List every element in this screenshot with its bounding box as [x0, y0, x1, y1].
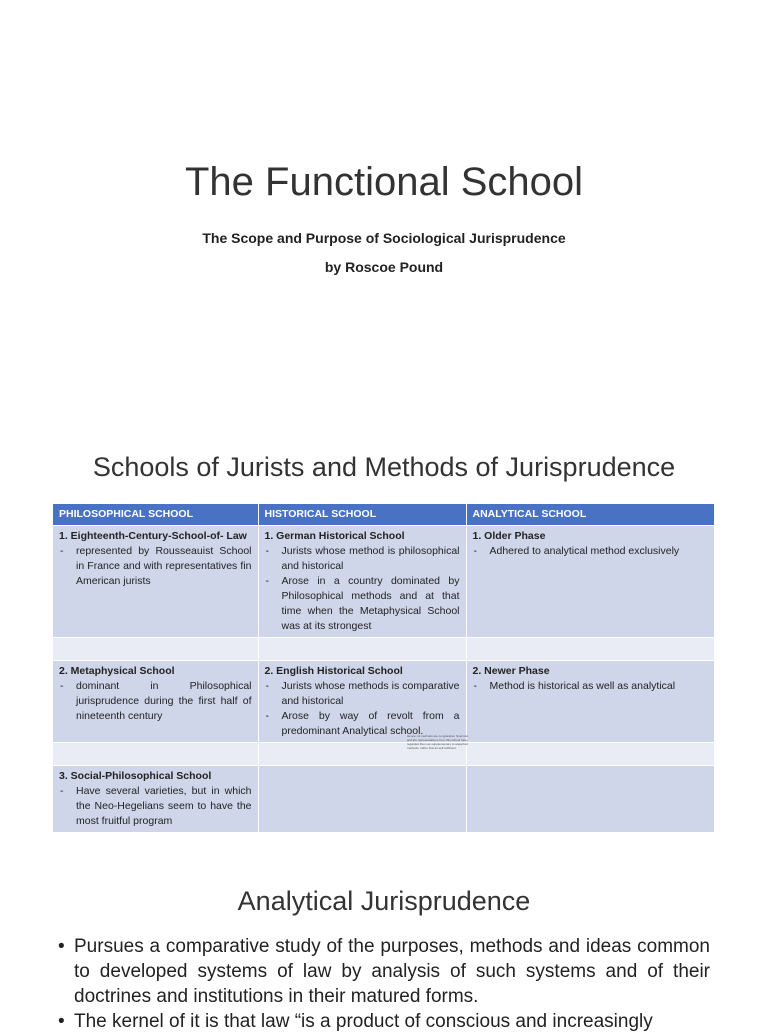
list-item: - Method is historical as well as analytical: [473, 679, 709, 694]
table-cell: [466, 766, 715, 833]
table-row: [53, 526, 715, 638]
table-cell: [53, 526, 258, 638]
list-item: - dominant in Philosophical jurisprudence during the first half of nineteenth century: [59, 679, 252, 724]
school-title: 1. Eighteenth-Century-School-of- Law: [59, 530, 247, 542]
school-title: 2. English Historical School: [264, 665, 403, 677]
header-analytical: ANALYTICAL SCHOOL: [466, 504, 715, 526]
slide-title: The Functional School: [184, 160, 583, 204]
list-item: - Adhered to analytical method exclusively: [473, 544, 709, 559]
table-row: [53, 766, 715, 833]
table-cell: [258, 526, 466, 638]
school-title: 2. Metaphysical School: [59, 665, 175, 677]
table-cell: [466, 526, 715, 638]
slide-author: by Roscoe Pound: [324, 259, 444, 275]
table-cell: [53, 766, 258, 833]
list-item: - Have several varieties, but in which the Neo-Hegelians seem to have the most fruitful program: [59, 784, 252, 829]
bullet-list: [58, 934, 710, 1034]
analytical-slide: [0, 858, 768, 1032]
table-cell: [258, 766, 466, 833]
list-item: - Arose by way of revolt from a predominant Analytical school.: [265, 709, 460, 739]
header-philosophical: PHILOSOPHICAL SCHOOL: [53, 504, 258, 526]
list-item: - represented by Rousseauist School in France and with representatives fin American jurists: [59, 544, 252, 589]
table-cell: [466, 661, 715, 743]
schools-table: [53, 504, 715, 832]
list-item: - Jurists whose methods is comparative and historical: [265, 679, 460, 709]
table-spacer-row: [53, 638, 715, 661]
table-row: [53, 661, 715, 743]
school-title: 1. German Historical School: [264, 530, 405, 542]
header-historical: HISTORICAL SCHOOL: [258, 504, 466, 526]
slide-subtitle: The Scope and Purpose of Sociological Jurisprudence: [202, 230, 566, 246]
school-title: 2. Newer Phase: [472, 665, 550, 677]
bullet-item: • Pursues a comparative study of the purposes, methods and ideas common to developed systems of law by analysis of such systems and of their doctrines and institutions in their matured forms.: [58, 934, 710, 1009]
table-cell: [53, 661, 258, 743]
table-cell: [258, 661, 466, 743]
title-slide: [0, 0, 768, 420]
slide-heading: Analytical Jurisprudence: [237, 886, 531, 916]
bullet-item: • The kernel of it is that law “is a product of conscious and increasingly: [58, 1009, 710, 1034]
list-item: - Jurists whose method is philosophical and historical: [265, 544, 460, 574]
school-title: 3. Social-Philosophical School: [59, 770, 212, 782]
list-item: - Arose in a country dominated by Philosophical methods and at that time when the Metaphysical School was at its strongest: [265, 574, 460, 634]
comment-note: Hence, its methods are comparative historical, and the representatives from this school have regarded them as supplementary to analytical methods, rather that as self sufficient.: [407, 734, 469, 750]
table-header-row: [53, 504, 715, 526]
table-spacer-row: [53, 743, 715, 766]
school-title: 1. Older Phase: [472, 530, 546, 542]
schools-slide: [0, 420, 768, 848]
slide-heading: Schools of Jurists and Methods of Jurisprudence: [92, 452, 676, 482]
